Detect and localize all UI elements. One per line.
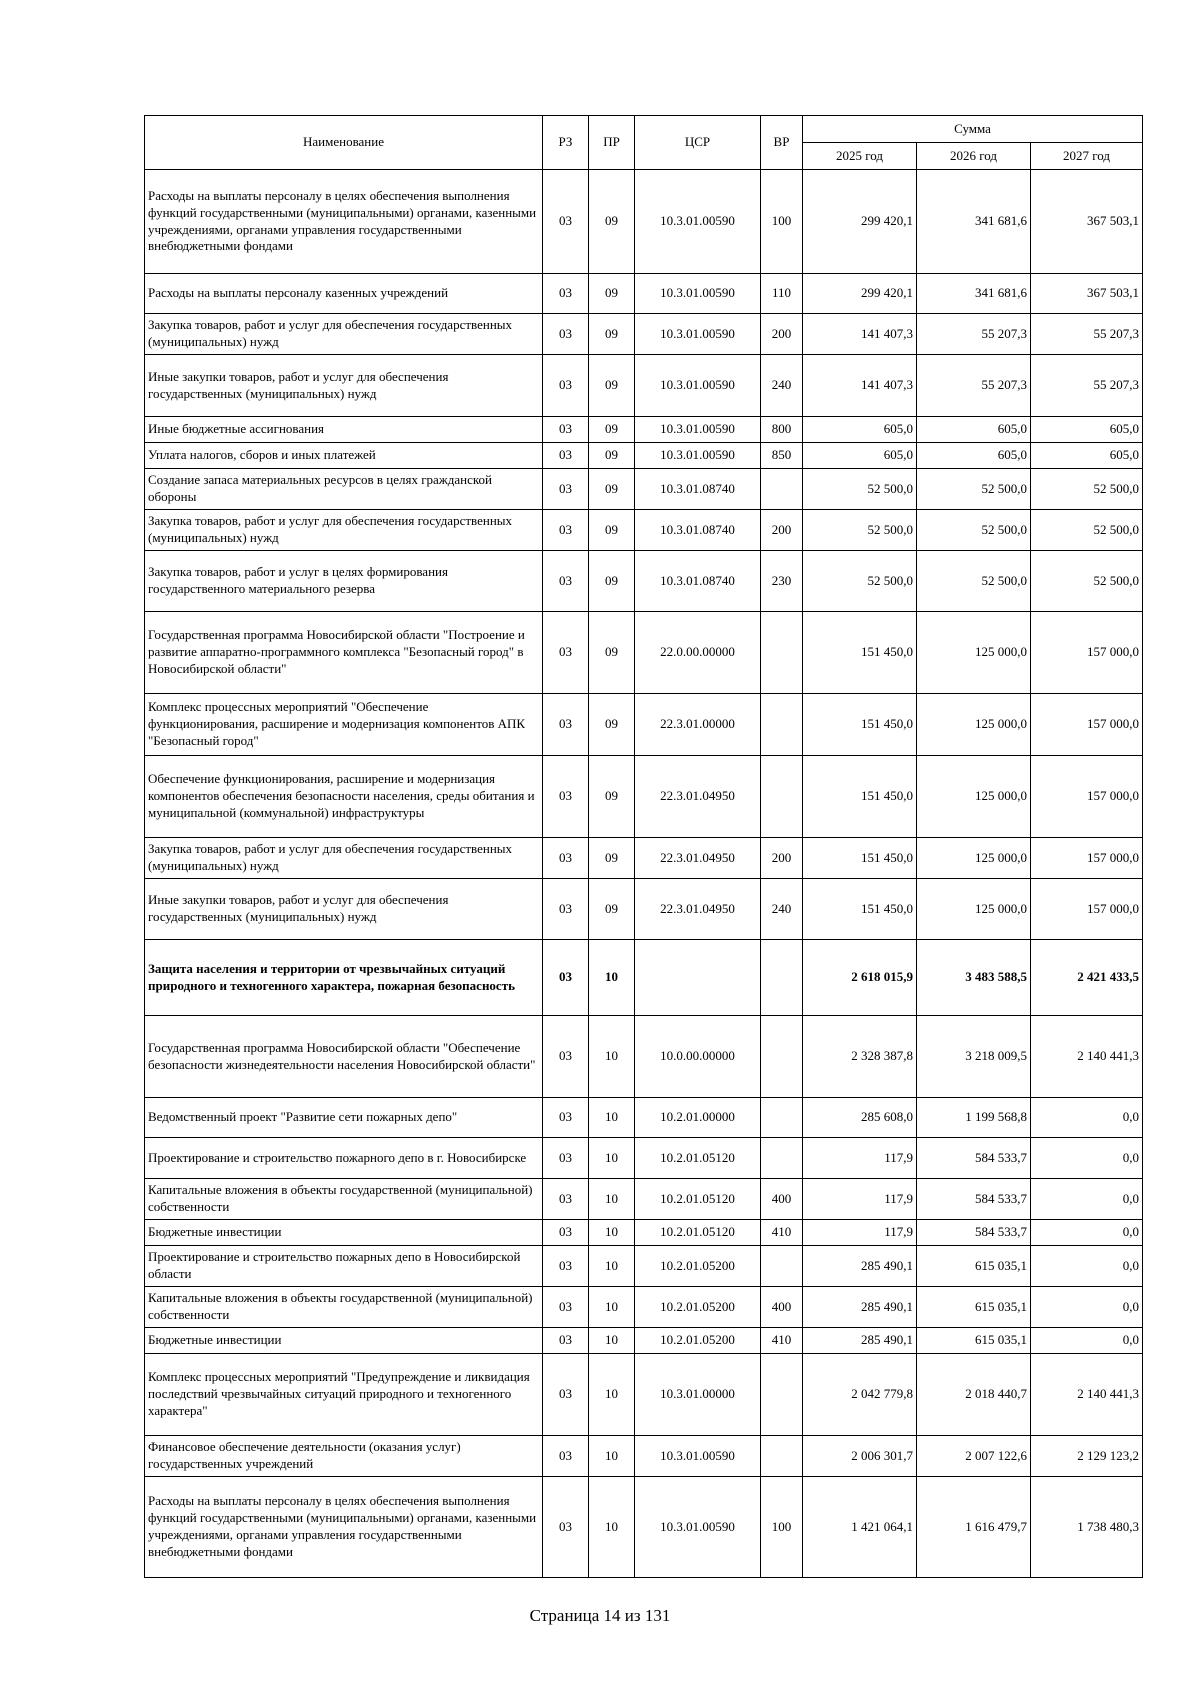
- cell-2027: 0,0: [1031, 1328, 1143, 1354]
- cell-csr: 22.3.01.04950: [635, 756, 761, 838]
- cell-rz: 03: [543, 756, 589, 838]
- cell-csr: 10.3.01.08740: [635, 469, 761, 510]
- cell-2027: 1 738 480,3: [1031, 1477, 1143, 1578]
- cell-pr: 09: [589, 170, 635, 274]
- cell-2025: 117,9: [803, 1220, 917, 1246]
- cell-vr: [761, 1436, 803, 1477]
- cell-pr: 09: [589, 274, 635, 314]
- cell-vr: 240: [761, 879, 803, 940]
- cell-vr: [761, 940, 803, 1016]
- table-row: [145, 1287, 1143, 1328]
- cell-vr: [761, 694, 803, 756]
- cell-name: Капитальные вложения в объекты государственной (муниципальной) собственности: [145, 1179, 543, 1220]
- cell-csr: 10.0.00.00000: [635, 1016, 761, 1098]
- cell-2027: 367 503,1: [1031, 170, 1143, 274]
- header-rz: РЗ: [543, 116, 589, 170]
- cell-vr: [761, 1016, 803, 1098]
- cell-vr: [761, 612, 803, 694]
- table-row: [145, 469, 1143, 510]
- cell-name: Уплата налогов, сборов и иных платежей: [145, 443, 543, 469]
- cell-2025: 2 618 015,9: [803, 940, 917, 1016]
- cell-csr: 10.3.01.00590: [635, 443, 761, 469]
- cell-2026: 341 681,6: [917, 170, 1031, 274]
- table-row: [145, 1354, 1143, 1436]
- cell-pr: 10: [589, 940, 635, 1016]
- cell-2025: 151 450,0: [803, 756, 917, 838]
- cell-2027: 157 000,0: [1031, 838, 1143, 879]
- cell-2026: 125 000,0: [917, 694, 1031, 756]
- table-row: [145, 355, 1143, 417]
- cell-rz: 03: [543, 510, 589, 551]
- cell-2027: 0,0: [1031, 1179, 1143, 1220]
- cell-pr: 10: [589, 1287, 635, 1328]
- cell-csr: 10.3.01.08740: [635, 510, 761, 551]
- cell-csr: 10.3.01.00590: [635, 170, 761, 274]
- cell-rz: 03: [543, 170, 589, 274]
- cell-vr: [761, 756, 803, 838]
- cell-2026: 55 207,3: [917, 314, 1031, 355]
- cell-2025: 299 420,1: [803, 170, 917, 274]
- cell-pr: 09: [589, 443, 635, 469]
- cell-2026: 52 500,0: [917, 551, 1031, 612]
- cell-pr: 09: [589, 694, 635, 756]
- cell-name: Бюджетные инвестиции: [145, 1328, 543, 1354]
- cell-2026: 615 035,1: [917, 1328, 1031, 1354]
- cell-vr: 200: [761, 510, 803, 551]
- cell-2027: 2 140 441,3: [1031, 1354, 1143, 1436]
- cell-csr: 10.2.01.05120: [635, 1179, 761, 1220]
- cell-2027: 0,0: [1031, 1098, 1143, 1138]
- cell-2027: 605,0: [1031, 443, 1143, 469]
- cell-2025: 52 500,0: [803, 510, 917, 551]
- cell-csr: 10.3.01.00590: [635, 1436, 761, 1477]
- cell-2027: 0,0: [1031, 1220, 1143, 1246]
- cell-name: Проектирование и строительство пожарного депо в г. Новосибирске: [145, 1138, 543, 1179]
- cell-2027: 2 140 441,3: [1031, 1016, 1143, 1098]
- cell-2025: 285 490,1: [803, 1328, 917, 1354]
- cell-2025: 285 608,0: [803, 1098, 917, 1138]
- cell-2027: 367 503,1: [1031, 274, 1143, 314]
- cell-rz: 03: [543, 355, 589, 417]
- cell-rz: 03: [543, 1354, 589, 1436]
- table-row: [145, 443, 1143, 469]
- cell-name: Закупка товаров, работ и услуг для обеспечения государственных (муниципальных) нужд: [145, 314, 543, 355]
- cell-2025: 151 450,0: [803, 612, 917, 694]
- cell-vr: 850: [761, 443, 803, 469]
- table-row: [145, 314, 1143, 355]
- cell-vr: [761, 469, 803, 510]
- cell-rz: 03: [543, 1436, 589, 1477]
- cell-2026: 584 533,7: [917, 1220, 1031, 1246]
- cell-2027: 0,0: [1031, 1246, 1143, 1287]
- cell-2025: 299 420,1: [803, 274, 917, 314]
- cell-csr: 10.3.01.00590: [635, 417, 761, 443]
- cell-vr: 410: [761, 1328, 803, 1354]
- cell-rz: 03: [543, 879, 589, 940]
- cell-pr: 09: [589, 510, 635, 551]
- cell-2027: 0,0: [1031, 1138, 1143, 1179]
- cell-vr: [761, 1098, 803, 1138]
- cell-rz: 03: [543, 940, 589, 1016]
- cell-2025: 2 006 301,7: [803, 1436, 917, 1477]
- cell-vr: [761, 1246, 803, 1287]
- cell-2026: 1 199 568,8: [917, 1098, 1031, 1138]
- cell-pr: 10: [589, 1246, 635, 1287]
- cell-rz: 03: [543, 1138, 589, 1179]
- cell-rz: 03: [543, 1246, 589, 1287]
- cell-2026: 615 035,1: [917, 1246, 1031, 1287]
- cell-vr: 400: [761, 1179, 803, 1220]
- cell-rz: 03: [543, 443, 589, 469]
- cell-name: Закупка товаров, работ и услуг для обеспечения государственных (муниципальных) нужд: [145, 510, 543, 551]
- cell-2026: 584 533,7: [917, 1138, 1031, 1179]
- cell-pr: 10: [589, 1354, 635, 1436]
- cell-2027: 52 500,0: [1031, 510, 1143, 551]
- cell-2026: 125 000,0: [917, 612, 1031, 694]
- header-vr: ВР: [761, 116, 803, 170]
- cell-2025: 117,9: [803, 1179, 917, 1220]
- cell-vr: 100: [761, 170, 803, 274]
- table-row: [145, 1477, 1143, 1578]
- cell-csr: 10.3.01.00000: [635, 1354, 761, 1436]
- cell-name: Создание запаса материальных ресурсов в целях гражданской обороны: [145, 469, 543, 510]
- header-pr: ПР: [589, 116, 635, 170]
- cell-pr: 09: [589, 469, 635, 510]
- cell-2026: 2 007 122,6: [917, 1436, 1031, 1477]
- cell-2025: 1 421 064,1: [803, 1477, 917, 1578]
- cell-name: Закупка товаров, работ и услуг для обеспечения государственных (муниципальных) нужд: [145, 838, 543, 879]
- table-row: [145, 1138, 1143, 1179]
- cell-csr: 22.3.01.04950: [635, 879, 761, 940]
- cell-name: Проектирование и строительство пожарных депо в Новосибирской области: [145, 1246, 543, 1287]
- cell-rz: 03: [543, 551, 589, 612]
- cell-pr: 09: [589, 551, 635, 612]
- table-row: [145, 756, 1143, 838]
- table-row: [145, 1220, 1143, 1246]
- cell-pr: 10: [589, 1477, 635, 1578]
- cell-2027: 157 000,0: [1031, 694, 1143, 756]
- cell-2025: 605,0: [803, 417, 917, 443]
- table-row: [145, 551, 1143, 612]
- table-row: [145, 510, 1143, 551]
- cell-2026: 125 000,0: [917, 838, 1031, 879]
- table-row: [145, 274, 1143, 314]
- cell-name: Иные бюджетные ассигнования: [145, 417, 543, 443]
- cell-2025: 141 407,3: [803, 314, 917, 355]
- cell-name: Расходы на выплаты персоналу казенных учреждений: [145, 274, 543, 314]
- table-row: [145, 940, 1143, 1016]
- cell-name: Бюджетные инвестиции: [145, 1220, 543, 1246]
- cell-csr: 10.2.01.05200: [635, 1287, 761, 1328]
- cell-vr: [761, 1354, 803, 1436]
- cell-csr: 10.2.01.05200: [635, 1328, 761, 1354]
- cell-csr: 10.2.01.05120: [635, 1220, 761, 1246]
- cell-vr: 230: [761, 551, 803, 612]
- cell-2026: 55 207,3: [917, 355, 1031, 417]
- cell-pr: 09: [589, 355, 635, 417]
- cell-rz: 03: [543, 417, 589, 443]
- cell-pr: 10: [589, 1328, 635, 1354]
- cell-vr: 200: [761, 314, 803, 355]
- cell-pr: 09: [589, 879, 635, 940]
- cell-2026: 3 218 009,5: [917, 1016, 1031, 1098]
- cell-2025: 151 450,0: [803, 694, 917, 756]
- cell-2027: 605,0: [1031, 417, 1143, 443]
- cell-csr: 10.2.01.05120: [635, 1138, 761, 1179]
- cell-2027: 0,0: [1031, 1287, 1143, 1328]
- cell-pr: 10: [589, 1098, 635, 1138]
- cell-2025: 2 328 387,8: [803, 1016, 917, 1098]
- cell-vr: 240: [761, 355, 803, 417]
- cell-vr: 100: [761, 1477, 803, 1578]
- cell-pr: 09: [589, 838, 635, 879]
- cell-vr: 110: [761, 274, 803, 314]
- cell-csr: 10.2.01.00000: [635, 1098, 761, 1138]
- cell-2026: 125 000,0: [917, 879, 1031, 940]
- cell-2026: 341 681,6: [917, 274, 1031, 314]
- table-row: [145, 170, 1143, 274]
- cell-2025: 605,0: [803, 443, 917, 469]
- cell-2026: 125 000,0: [917, 756, 1031, 838]
- budget-table: [144, 115, 1143, 1578]
- cell-csr: 10.3.01.08740: [635, 551, 761, 612]
- cell-rz: 03: [543, 694, 589, 756]
- table-body: [145, 170, 1143, 1578]
- cell-csr: 22.3.01.04950: [635, 838, 761, 879]
- header-year-2025: 2025 год: [803, 143, 917, 170]
- page-number: Страница 14 из 131: [529, 1606, 671, 1625]
- cell-2026: 584 533,7: [917, 1179, 1031, 1220]
- cell-rz: 03: [543, 838, 589, 879]
- cell-vr: 400: [761, 1287, 803, 1328]
- cell-csr: 22.0.00.00000: [635, 612, 761, 694]
- cell-pr: 09: [589, 612, 635, 694]
- cell-2027: 157 000,0: [1031, 879, 1143, 940]
- header-year-2027: 2027 год: [1031, 143, 1143, 170]
- header-sum: Сумма: [803, 116, 1143, 143]
- cell-rz: 03: [543, 1220, 589, 1246]
- cell-pr: 10: [589, 1436, 635, 1477]
- cell-name: Комплекс процессных мероприятий "Предупреждение и ликвидация последствий чрезвычайных ситуаций природного и техногенного характера": [145, 1354, 543, 1436]
- cell-2026: 52 500,0: [917, 510, 1031, 551]
- table-row: [145, 1098, 1143, 1138]
- cell-name: Расходы на выплаты персоналу в целях обеспечения выполнения функций государственными (муниципальными) органами, казенными учреждениями, органами управления государственными внебюджетными фондами: [145, 1477, 543, 1578]
- table-row: [145, 1436, 1143, 1477]
- cell-vr: [761, 1138, 803, 1179]
- cell-name: Финансовое обеспечение деятельности (оказания услуг) государственных учреждений: [145, 1436, 543, 1477]
- cell-2025: 285 490,1: [803, 1246, 917, 1287]
- cell-2027: 2 421 433,5: [1031, 940, 1143, 1016]
- cell-csr: 22.3.01.00000: [635, 694, 761, 756]
- cell-rz: 03: [543, 612, 589, 694]
- cell-2026: 52 500,0: [917, 469, 1031, 510]
- cell-pr: 09: [589, 314, 635, 355]
- header-name: Наименование: [145, 116, 543, 170]
- cell-2025: 52 500,0: [803, 469, 917, 510]
- cell-csr: 10.3.01.00590: [635, 274, 761, 314]
- table-row: [145, 417, 1143, 443]
- cell-2025: 117,9: [803, 1138, 917, 1179]
- cell-2026: 615 035,1: [917, 1287, 1031, 1328]
- cell-pr: 09: [589, 756, 635, 838]
- cell-name: Ведомственный проект "Развитие сети пожарных депо": [145, 1098, 543, 1138]
- cell-2025: 151 450,0: [803, 879, 917, 940]
- header-csr: ЦСР: [635, 116, 761, 170]
- cell-rz: 03: [543, 274, 589, 314]
- cell-2027: 2 129 123,2: [1031, 1436, 1143, 1477]
- table-row: [145, 694, 1143, 756]
- cell-rz: 03: [543, 1016, 589, 1098]
- cell-rz: 03: [543, 314, 589, 355]
- cell-name: Обеспечение функционирования, расширение и модернизация компонентов обеспечения безопасности населения, среды обитания и муниципальной (коммунальной) инфраструктуры: [145, 756, 543, 838]
- cell-rz: 03: [543, 1328, 589, 1354]
- cell-2025: 285 490,1: [803, 1287, 917, 1328]
- cell-2025: 52 500,0: [803, 551, 917, 612]
- cell-pr: 10: [589, 1138, 635, 1179]
- table-row: [145, 879, 1143, 940]
- cell-rz: 03: [543, 469, 589, 510]
- cell-2026: 605,0: [917, 417, 1031, 443]
- cell-pr: 10: [589, 1179, 635, 1220]
- cell-csr: [635, 940, 761, 1016]
- table-row: [145, 1328, 1143, 1354]
- table-row: [145, 1246, 1143, 1287]
- header-year-2026: 2026 год: [917, 143, 1031, 170]
- cell-rz: 03: [543, 1179, 589, 1220]
- cell-name: Иные закупки товаров, работ и услуг для обеспечения государственных (муниципальных) нужд: [145, 879, 543, 940]
- cell-2027: 157 000,0: [1031, 612, 1143, 694]
- cell-csr: 10.3.01.00590: [635, 355, 761, 417]
- cell-2027: 52 500,0: [1031, 551, 1143, 612]
- cell-vr: 200: [761, 838, 803, 879]
- table-row: [145, 1016, 1143, 1098]
- table-row: [145, 1179, 1143, 1220]
- cell-pr: 10: [589, 1016, 635, 1098]
- cell-vr: 410: [761, 1220, 803, 1246]
- cell-rz: 03: [543, 1098, 589, 1138]
- cell-name: Комплекс процессных мероприятий "Обеспечение функционирования, расширение и модернизация компонентов АПК "Безопасный город": [145, 694, 543, 756]
- cell-2027: 157 000,0: [1031, 756, 1143, 838]
- cell-name: Защита населения и территории от чрезвычайных ситуаций природного и техногенного характера, пожарная безопасность: [145, 940, 543, 1016]
- cell-pr: 10: [589, 1220, 635, 1246]
- cell-name: Государственная программа Новосибирской области "Обеспечение безопасности жизнедеятельности населения Новосибирской области": [145, 1016, 543, 1098]
- cell-2026: 1 616 479,7: [917, 1477, 1031, 1578]
- table-row: [145, 838, 1143, 879]
- cell-2026: 605,0: [917, 443, 1031, 469]
- cell-vr: 800: [761, 417, 803, 443]
- cell-2027: 55 207,3: [1031, 314, 1143, 355]
- cell-2027: 55 207,3: [1031, 355, 1143, 417]
- cell-2025: 141 407,3: [803, 355, 917, 417]
- cell-csr: 10.3.01.00590: [635, 1477, 761, 1578]
- cell-name: Расходы на выплаты персоналу в целях обеспечения выполнения функций государственными (муниципальными) органами, казенными учреждениями, органами управления государственными внебюджетными фондами: [145, 170, 543, 274]
- cell-2027: 52 500,0: [1031, 469, 1143, 510]
- cell-name: Капитальные вложения в объекты государственной (муниципальной) собственности: [145, 1287, 543, 1328]
- cell-name: Иные закупки товаров, работ и услуг для обеспечения государственных (муниципальных) нужд: [145, 355, 543, 417]
- cell-2026: 3 483 588,5: [917, 940, 1031, 1016]
- cell-rz: 03: [543, 1287, 589, 1328]
- cell-name: Государственная программа Новосибирской области "Построение и развитие аппаратно-программного комплекса "Безопасный город" в Новосибирской области": [145, 612, 543, 694]
- cell-csr: 10.2.01.05200: [635, 1246, 761, 1287]
- table-header: [145, 116, 1143, 170]
- cell-pr: 09: [589, 417, 635, 443]
- cell-csr: 10.3.01.00590: [635, 314, 761, 355]
- cell-2026: 2 018 440,7: [917, 1354, 1031, 1436]
- cell-2025: 151 450,0: [803, 838, 917, 879]
- table-row: [145, 612, 1143, 694]
- cell-rz: 03: [543, 1477, 589, 1578]
- cell-name: Закупка товаров, работ и услуг в целях формирования государственного материального резерва: [145, 551, 543, 612]
- cell-2025: 2 042 779,8: [803, 1354, 917, 1436]
